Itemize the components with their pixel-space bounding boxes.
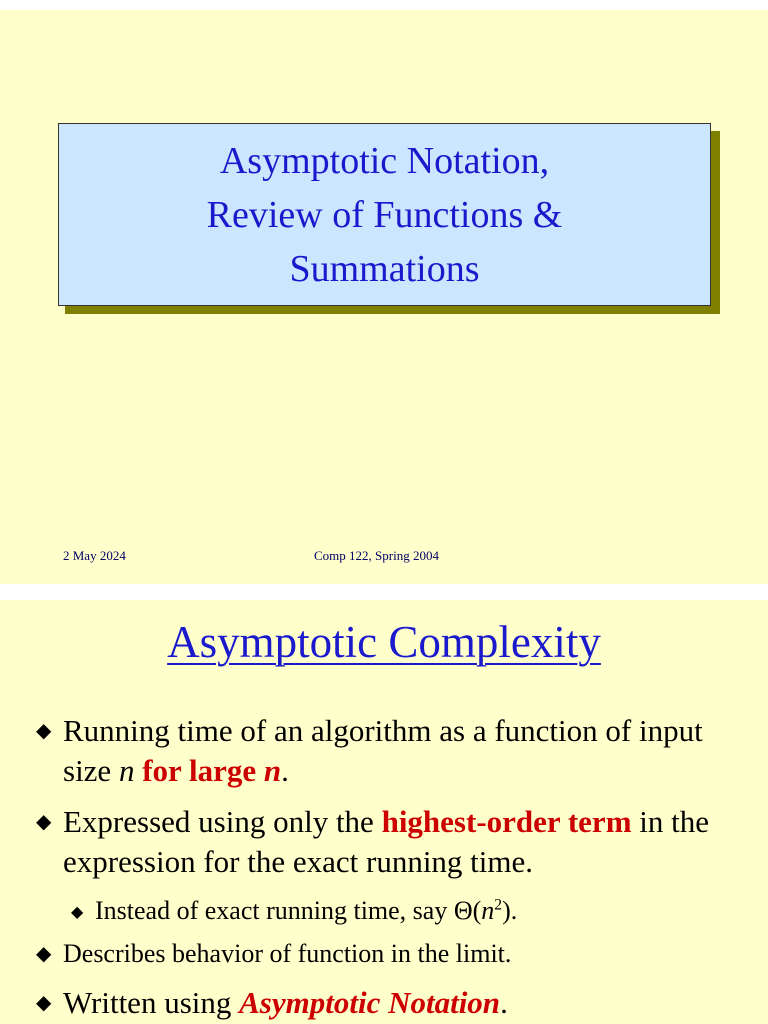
highlight-text: highest-order term (381, 804, 632, 839)
title-line-1: Asymptotic Notation, (219, 139, 550, 182)
title-box (58, 123, 711, 306)
footer-date: 2 May 2024 (63, 548, 126, 563)
bullet-text-end: . (281, 753, 289, 788)
bullet-text-part: in the expression for the exact running time. (63, 804, 710, 879)
bullet-text (63, 983, 736, 1023)
diamond-bullet-icon: ◆ (36, 992, 52, 1014)
diamond-bullet-icon: ◆ (71, 904, 84, 921)
slide-title: Asymptotic Complexity (167, 617, 601, 667)
sub-bullet-item (71, 894, 731, 928)
slide-1 (0, 10, 768, 584)
diamond-bullet-icon: ◆ (36, 720, 52, 742)
highlight-text: Asymptotic Notation (239, 985, 501, 1020)
highlight-text (142, 753, 281, 788)
diamond-bullet-icon: ◆ (36, 943, 52, 965)
bullet-text (63, 711, 736, 791)
bullet-item (36, 802, 736, 882)
bullet-text-part: Running time of an algorithm as a function of input size (63, 713, 703, 788)
bullet-text: Describes behavior of function in the limit. (63, 939, 512, 968)
bullet-text-part: Expressed using only the (63, 804, 382, 839)
bullet-item (36, 937, 736, 971)
sub-bullet-text (95, 894, 731, 928)
title-line-2: Review of Functions & (206, 193, 563, 236)
slide-2 (0, 600, 768, 1024)
footer-course: Comp 122, Spring 2004 (314, 548, 439, 563)
highlight-part: for large (142, 753, 264, 788)
variable-n: n (481, 896, 495, 925)
bullet-text-end: ). (502, 896, 518, 925)
bullet-text (63, 802, 736, 882)
highlight-variable-n: n (263, 753, 282, 788)
exponent: 2 (494, 896, 503, 914)
bullet-text-part: Instead of exact running time, say Θ( (95, 896, 482, 925)
bullet-item (36, 711, 736, 791)
bullet-text-end: . (500, 985, 508, 1020)
variable-n: n (118, 753, 135, 788)
bullet-text-part: Written using (63, 985, 240, 1020)
bullet-item (36, 983, 736, 1023)
diamond-bullet-icon: ◆ (36, 811, 52, 833)
title-line-3: Summations (289, 247, 480, 290)
